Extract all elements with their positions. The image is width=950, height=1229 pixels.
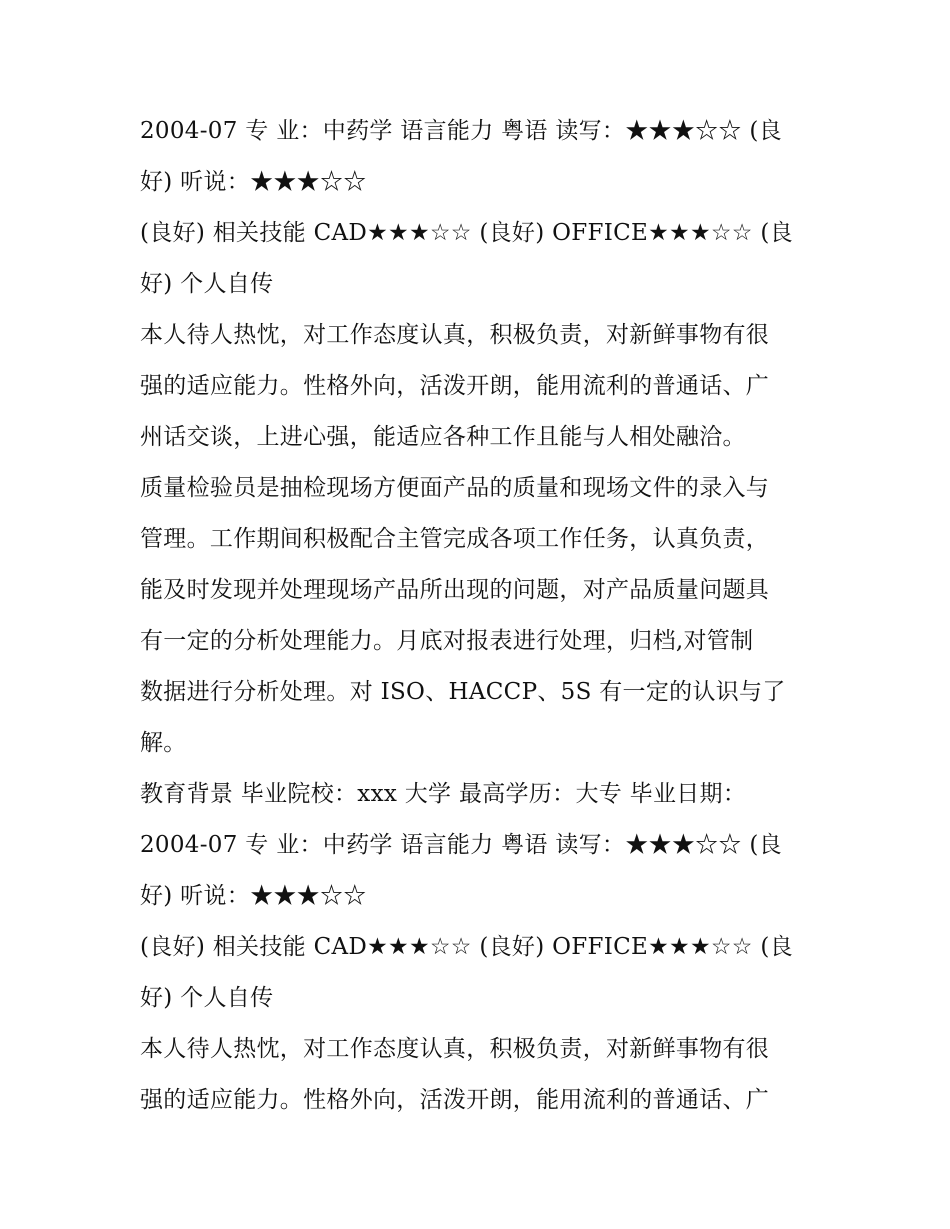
text-line: 2004-07 专 业：中药学 语言能力 粤语 读写：★★★☆☆ (良 [140, 118, 782, 144]
text-line: 强的适应能力。性格外向，活泼开朗，能用流利的普通话、广 [140, 1087, 770, 1113]
text-line: 好) 个人自传 [140, 985, 274, 1011]
document-body [140, 106, 820, 1126]
text-line: (良好) 相关技能 CAD★★★☆☆ (良好) OFFICE★★★☆☆ (良 [140, 934, 793, 960]
text-line: 2004-07 专 业：中药学 语言能力 粤语 读写：★★★☆☆ (良 [140, 832, 782, 858]
text-line: 好) 听说：★★★☆☆ [140, 883, 367, 909]
text-line: 本人待人热忱，对工作态度认真，积极负责，对新鲜事物有很 [140, 322, 770, 348]
text-line: 数据进行分析处理。对 ISO、HACCP、5S 有一定的认识与了 [140, 679, 786, 705]
text-line: 州话交谈，上进心强，能适应各种工作且能与人相处融洽。 [140, 424, 746, 450]
text-line: 有一定的分析处理能力。月底对报表进行处理，归档,对管制 [140, 628, 754, 654]
text-line: 质量检验员是抽检现场方便面产品的质量和现场文件的录入与 [140, 475, 770, 501]
text-line: 能及时发现并处理现场产品所出现的问题，对产品质量问题具 [140, 577, 770, 603]
text-line: 教育背景 毕业院校：xxx 大学 最高学历：大专 毕业日期： [140, 781, 747, 807]
text-line: (良好) 相关技能 CAD★★★☆☆ (良好) OFFICE★★★☆☆ (良 [140, 220, 793, 246]
text-line: 管理。工作期间积极配合主管完成各项工作任务，认真负责， [140, 526, 770, 552]
text-line: 本人待人热忱，对工作态度认真，积极负责，对新鲜事物有很 [140, 1036, 770, 1062]
text-line: 好) 听说：★★★☆☆ [140, 169, 367, 195]
text-line: 强的适应能力。性格外向，活泼开朗，能用流利的普通话、广 [140, 373, 770, 399]
text-line: 解。 [140, 730, 187, 756]
text-line: 好) 个人自传 [140, 271, 274, 297]
